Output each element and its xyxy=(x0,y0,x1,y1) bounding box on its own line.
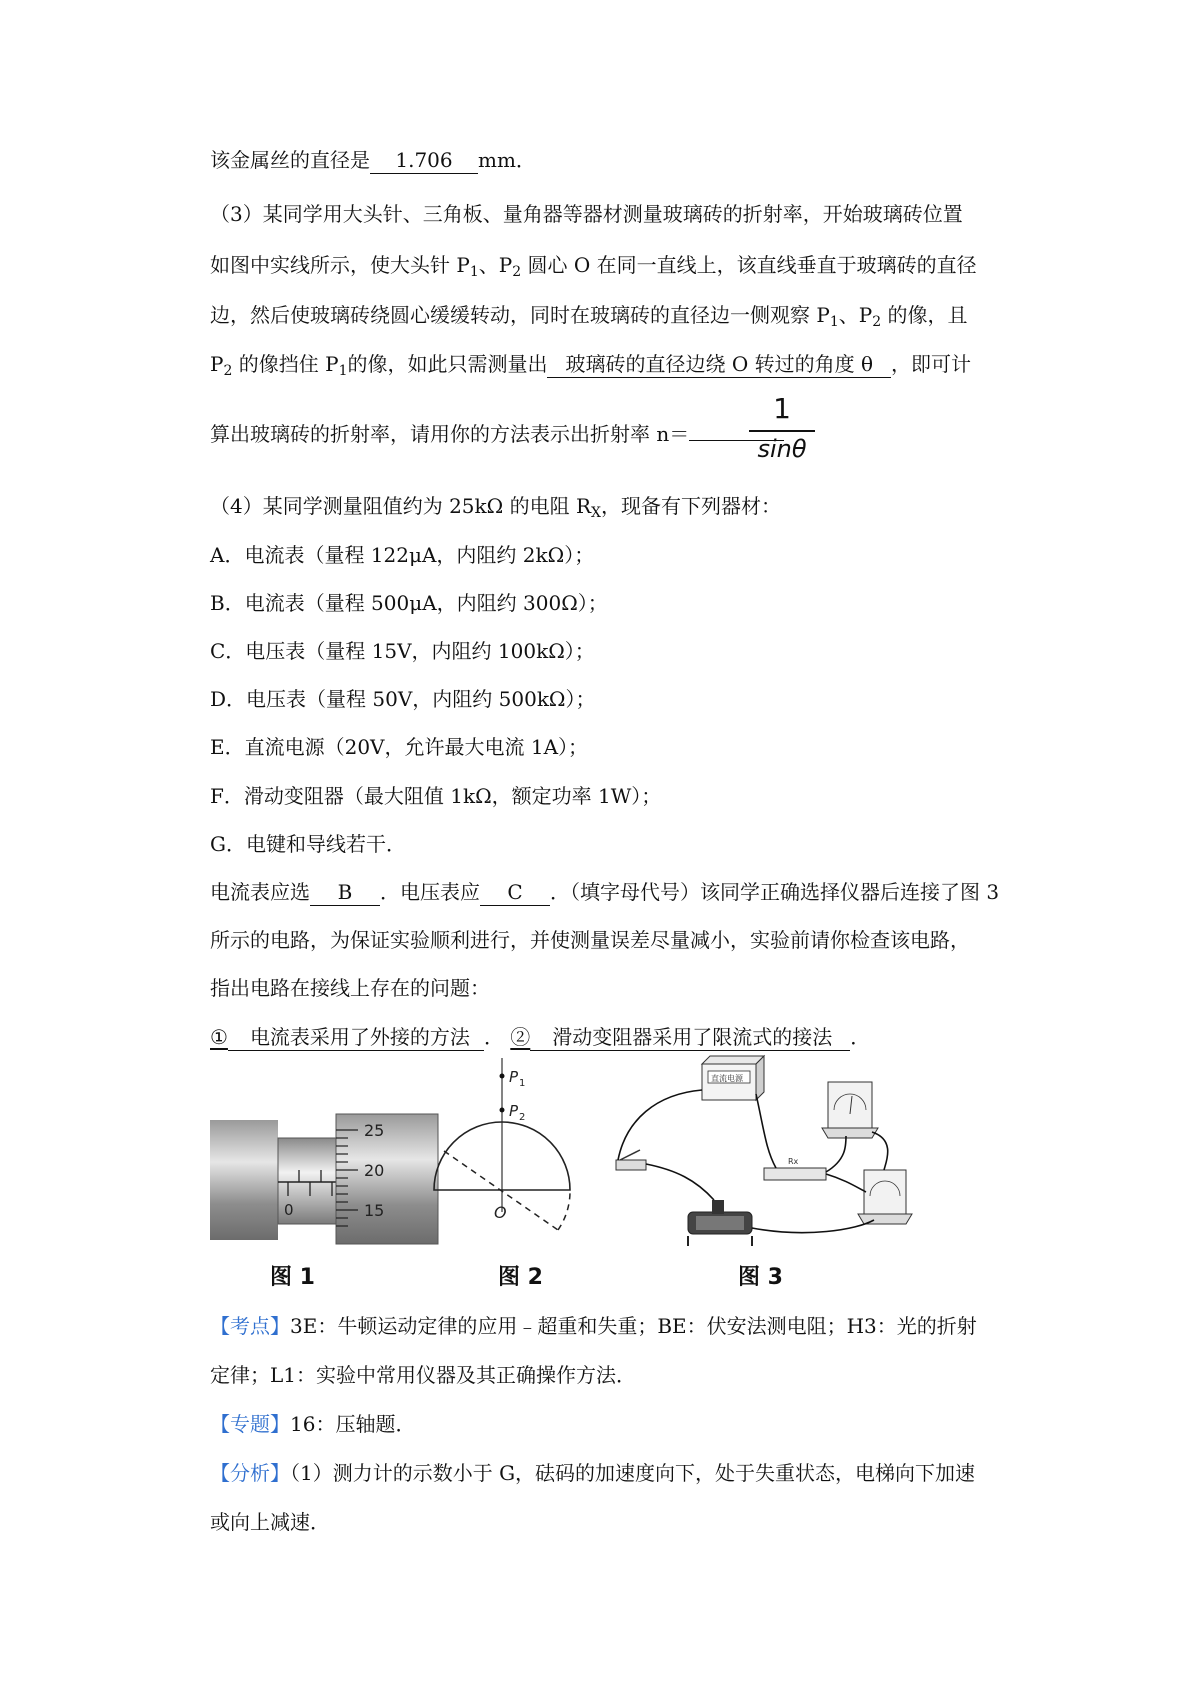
thimble-label-20: 20 xyxy=(364,1161,385,1180)
p4-intro xyxy=(210,492,781,527)
p3-text: 如图中实线所示，使大头针 P xyxy=(210,253,470,277)
angle-answer: 玻璃砖的直径边绕 O 转过的角度 θ xyxy=(547,351,891,378)
option-c: C．电压表（量程 15V，内阻约 100kΩ）； xyxy=(210,639,595,663)
diameter-line xyxy=(210,146,536,174)
p3-text: 、P xyxy=(478,253,513,277)
diameter-text: 该金属丝的直径是 xyxy=(210,148,370,172)
option-f: F．滑动变阻器（最大阻值 1kΩ，额定功率 1W）； xyxy=(210,784,662,808)
p3-line4 xyxy=(210,350,971,385)
refraction-formula xyxy=(747,392,817,466)
figure-3-circuit xyxy=(596,1050,916,1255)
kaodian-line2: 定律；L1：实验中常用仪器及其正确操作方法． xyxy=(210,1363,637,1387)
center-o-label: O xyxy=(494,1203,507,1222)
p3-text: 、P xyxy=(838,303,873,327)
option-g: G．电键和导线若干． xyxy=(210,832,406,856)
zhuanti-text: 16：压轴题． xyxy=(290,1412,416,1436)
p3-text: 的像，如此只需测量出 xyxy=(347,352,548,376)
formula-denominator: sinθ xyxy=(757,435,807,463)
p3-line3 xyxy=(210,301,968,336)
p4-text: ． xyxy=(850,1025,871,1049)
p2-label: P xyxy=(509,1102,519,1120)
rx-label: Rx xyxy=(788,1157,799,1166)
p2-subscript: 2 xyxy=(519,1112,526,1123)
pin-p1 xyxy=(500,1074,505,1079)
p3-text: ，即可计 xyxy=(891,352,971,376)
p4-text: 电流表应选 xyxy=(210,880,310,904)
pin-p2 xyxy=(500,1108,505,1113)
selection-line xyxy=(210,878,999,906)
switch xyxy=(616,1160,646,1170)
p3-line1: （3）某同学用大头针、三角板、量角器等器材测量玻璃砖的折射率，开始玻璃砖位置 xyxy=(210,202,963,226)
p4-line2: 所示的电路，为保证实验顺利进行，并使测量误差尽量减小，实验前请你检查该电路， xyxy=(210,928,970,952)
subscript: 1 xyxy=(338,363,348,379)
p4-text: ． xyxy=(483,1025,504,1049)
anvil-body xyxy=(210,1120,278,1240)
diameter-unit: mm． xyxy=(478,148,536,172)
kaodian-line xyxy=(210,1312,977,1340)
p3-text: 的像挡住 P xyxy=(232,352,339,376)
power-supply-label: 直流电源 xyxy=(711,1074,743,1083)
zhuanti-line xyxy=(210,1410,415,1438)
figure-1-micrometer xyxy=(208,1100,440,1250)
sleeve-zero-label: 0 xyxy=(284,1201,294,1219)
p3-text: 边，然后使玻璃砖绕圆心缓缓转动，同时在玻璃砖的直径边一侧观察 P xyxy=(210,303,830,327)
option-d: D．电压表（量程 50V，内阻约 500kΩ）； xyxy=(210,687,596,711)
formula-numerator: 1 xyxy=(773,392,791,425)
rotated-arc xyxy=(558,1190,570,1230)
thimble-label-15: 15 xyxy=(364,1201,385,1220)
figure-2-caption: 图 2 xyxy=(498,1265,543,1290)
p4-text: （4）某同学测量阻值约为 25kΩ 的电阻 R xyxy=(210,494,592,518)
fenxi-line2: 或向上减速． xyxy=(210,1510,330,1534)
subscript: 2 xyxy=(223,363,233,379)
circle-1-marker: ① xyxy=(210,1025,228,1049)
p3-text: 圆心 O 在同一直线上，该直线垂直于玻璃砖的直径 xyxy=(521,253,977,277)
circle-2-marker: ② xyxy=(510,1025,531,1049)
subscript: 1 xyxy=(829,314,839,330)
zhuanti-tag: 【专题】 xyxy=(210,1412,290,1436)
p4-text: ．电压表应 xyxy=(380,880,480,904)
figure-2-glass-brick xyxy=(430,1052,610,1257)
p3-text: 算出玻璃砖的折射率，请用你的方法表示出折射率 n＝ xyxy=(210,422,690,446)
subscript: X xyxy=(591,505,601,521)
subscript: 2 xyxy=(872,314,882,330)
figure-1-caption: 图 1 xyxy=(270,1265,315,1290)
p1-subscript: 1 xyxy=(519,1078,526,1089)
resistor-rx xyxy=(764,1168,826,1180)
p3-line5 xyxy=(210,420,784,448)
voltmeter-answer: C xyxy=(480,879,550,906)
answers-line xyxy=(210,1023,870,1051)
kaodian-text: 3E：牛顿运动定律的应用﹣超重和失重；BE：伏安法测电阻；H3：光的折射 xyxy=(290,1314,977,1338)
subscript: 2 xyxy=(512,264,522,280)
diameter-answer: 1.706 xyxy=(370,147,478,174)
option-b: B．电流表（量程 500μA，内阻约 300Ω）； xyxy=(210,591,608,615)
option-e: E．直流电源（20V，允许最大电流 1A）； xyxy=(210,735,589,759)
thimble xyxy=(336,1114,438,1244)
problem-2-answer: 滑动变阻器采用了限流式的接法 xyxy=(530,1024,850,1051)
fenxi-tag: 【分析】 xyxy=(210,1461,290,1485)
p4-line3: 指出电路在接线上存在的问题： xyxy=(210,976,490,1000)
subscript: 1 xyxy=(469,264,479,280)
p4-text: ，现备有下列器材： xyxy=(600,494,781,518)
p4-text: ．（填字母代号）该同学正确选择仪器后连接了图 3 xyxy=(550,880,1000,904)
option-a: A．电流表（量程 122μA，内阻约 2kΩ）； xyxy=(210,543,595,567)
p1-label: P xyxy=(509,1068,519,1086)
kaodian-tag: 【考点】 xyxy=(210,1314,290,1338)
fenxi-line xyxy=(210,1459,975,1487)
problem-1-answer: 电流表采用了外接的方法 xyxy=(228,1024,484,1051)
ammeter-answer: B xyxy=(310,879,380,906)
figure-3-caption: 图 3 xyxy=(738,1265,783,1290)
p3-text: P xyxy=(210,352,224,376)
p3-line2 xyxy=(210,251,977,286)
p3-text: 的像，且 xyxy=(881,303,968,327)
fenxi-text: （1）测力计的示数小于 G，砝码的加速度向下，处于失重状态，电梯向下加速 xyxy=(290,1461,976,1485)
thimble-label-25: 25 xyxy=(364,1121,385,1140)
